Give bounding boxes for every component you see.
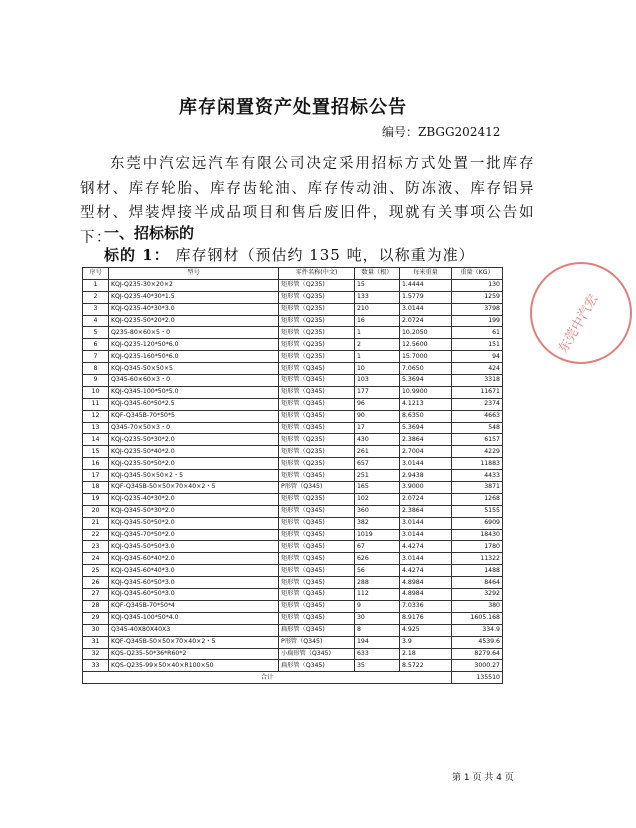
row-unit-weight: 15.7000 — [400, 351, 452, 363]
table-row — [83, 482, 503, 494]
row-index: 10 — [83, 386, 109, 398]
row-quantity: 288 — [355, 577, 400, 589]
row-model: KQJ-Q345-50*50*3.0 — [109, 541, 279, 553]
row-part-name: 矩形管（Q345) — [279, 505, 355, 517]
row-weight: 1605.168 — [452, 612, 503, 624]
row-quantity: 2 — [355, 339, 400, 351]
row-weight: 2374 — [452, 398, 503, 410]
row-model: Q345-40X80X40X3 — [109, 624, 279, 636]
row-part-name: 矩形管（Q345) — [279, 470, 355, 482]
row-weight: 61 — [452, 327, 503, 339]
table-row — [83, 577, 503, 589]
row-unit-weight: 8.5722 — [400, 660, 452, 672]
row-model: KQJ-Q345-70*50*2.0 — [109, 529, 279, 541]
row-weight: 6157 — [452, 434, 503, 446]
inventory-table — [82, 267, 503, 684]
row-part-name: 矩形管（Q345) — [279, 612, 355, 624]
table-row — [83, 303, 503, 315]
row-unit-weight: 5.3694 — [400, 422, 452, 434]
row-weight: 334.9 — [452, 624, 503, 636]
row-unit-weight: 10.2050 — [400, 327, 452, 339]
row-part-name: 矩形管（Q345) — [279, 577, 355, 589]
row-index: 18 — [83, 482, 109, 494]
row-quantity: 1019 — [355, 529, 400, 541]
row-unit-weight: 3.0144 — [400, 517, 452, 529]
row-index: 29 — [83, 612, 109, 624]
row-unit-weight: 4.8984 — [400, 589, 452, 601]
row-index: 33 — [83, 660, 109, 672]
row-index: 30 — [83, 624, 109, 636]
row-quantity: 626 — [355, 553, 400, 565]
seal-text: 东莞中汽宏 — [556, 291, 602, 356]
table-header-row — [83, 268, 503, 280]
document-title: 库存闲置资产处置招标公告 — [179, 97, 407, 118]
row-weight: 18430 — [452, 529, 503, 541]
table-body — [83, 279, 503, 671]
table-row — [83, 398, 503, 410]
row-part-name: 矩形管（Q345) — [279, 386, 355, 398]
row-model: KQJ-Q235-50*50*2.0 — [109, 458, 279, 470]
row-index: 27 — [83, 589, 109, 601]
total-value: 135510 — [452, 672, 503, 684]
row-unit-weight: 3.0144 — [400, 553, 452, 565]
row-quantity: 112 — [355, 589, 400, 601]
table-row — [83, 612, 503, 624]
row-quantity: 8 — [355, 624, 400, 636]
row-weight: 199 — [452, 315, 503, 327]
row-unit-weight: 4.4274 — [400, 565, 452, 577]
row-part-name: 矩形管（Q345) — [279, 600, 355, 612]
table-row — [83, 529, 503, 541]
table-row — [83, 446, 503, 458]
row-quantity: 657 — [355, 458, 400, 470]
row-model: KQF-Q345B-50×50×70×40×2・5 — [109, 482, 279, 494]
row-quantity: 261 — [355, 446, 400, 458]
row-index: 31 — [83, 636, 109, 648]
row-weight: 5155 — [452, 505, 503, 517]
row-index: 6 — [83, 339, 109, 351]
row-weight: 1488 — [452, 565, 503, 577]
table-row — [83, 422, 503, 434]
row-model: KQJ-Q235-40*30*3.0 — [109, 303, 279, 315]
row-index: 24 — [83, 553, 109, 565]
row-unit-weight: 3.0144 — [400, 303, 452, 315]
row-weight: 3798 — [452, 303, 503, 315]
row-weight: 1780 — [452, 541, 503, 553]
row-index: 12 — [83, 410, 109, 422]
row-part-name: 扁形管（Q345) — [279, 660, 355, 672]
row-index: 2 — [83, 291, 109, 303]
row-model: KQJ-Q345-60*50*3.0 — [109, 577, 279, 589]
header-weight: 重量（KG） — [452, 268, 503, 280]
table-row — [83, 291, 503, 303]
row-weight: 94 — [452, 351, 503, 363]
row-quantity: 56 — [355, 565, 400, 577]
row-unit-weight: 3.0144 — [400, 458, 452, 470]
table-row — [83, 660, 503, 672]
row-model: KQJ-Q235-50*30*2.0 — [109, 434, 279, 446]
row-model: KQJ-Q345-50*30*2.0 — [109, 505, 279, 517]
table-row — [83, 279, 503, 291]
row-quantity: 430 — [355, 434, 400, 446]
row-quantity: 90 — [355, 410, 400, 422]
lot-heading — [104, 244, 475, 265]
row-model: KQJ-Q235-40*30*2.0 — [109, 493, 279, 505]
row-quantity: 10 — [355, 363, 400, 375]
row-part-name: 矩形管（Q235) — [279, 339, 355, 351]
row-unit-weight: 4.1213 — [400, 398, 452, 410]
row-quantity: 1 — [355, 327, 400, 339]
row-weight: 1259 — [452, 291, 503, 303]
row-unit-weight: 7.0650 — [400, 363, 452, 375]
row-weight: 4433 — [452, 470, 503, 482]
row-quantity: 17 — [355, 422, 400, 434]
row-unit-weight: 4.925 — [400, 624, 452, 636]
row-index: 28 — [83, 600, 109, 612]
table-row — [83, 624, 503, 636]
row-model: KQJ-Q235-50*20*2.0 — [109, 315, 279, 327]
row-part-name: 矩形管（Q235) — [279, 279, 355, 291]
row-weight: 151 — [452, 339, 503, 351]
row-weight: 6909 — [452, 517, 503, 529]
table-row — [83, 589, 503, 601]
document-number: 编号：ZBGG202412 — [382, 125, 501, 139]
row-part-name: 矩形管（Q345) — [279, 410, 355, 422]
row-model: KQJ-Q235-50*40*2.0 — [109, 446, 279, 458]
intro-paragraph: 东莞中汽宏远汽车有限公司决定采用招标方式处置一批库存钢材、库存轮胎、库存齿轮油、库存传动油、防冻液、库存铝异型材、焊装焊接半成品项目和售后废旧件，现就有关事项公告如下： — [80, 156, 535, 246]
table-row — [83, 553, 503, 565]
row-unit-weight: 4.8984 — [400, 577, 452, 589]
row-index: 21 — [83, 517, 109, 529]
row-part-name: 矩形管（Q345) — [279, 363, 355, 375]
row-quantity: 96 — [355, 398, 400, 410]
row-part-name: 矩形管（Q345) — [279, 541, 355, 553]
table-row — [83, 636, 503, 648]
total-label: 合计 — [83, 672, 452, 684]
row-model: Q235-80×60×5・0 — [109, 327, 279, 339]
row-model: KQJ-Q345-60*50*2.5 — [109, 398, 279, 410]
row-part-name: 矩形管（Q345) — [279, 565, 355, 577]
row-unit-weight: 1.4444 — [400, 279, 452, 291]
row-quantity: 633 — [355, 648, 400, 660]
table-row — [83, 517, 503, 529]
row-part-name: 矩形管（Q345) — [279, 398, 355, 410]
row-model: KQJ-Q235-120*50*6.0 — [109, 339, 279, 351]
row-part-name: 矩形管（Q235) — [279, 446, 355, 458]
row-unit-weight: 2.7004 — [400, 446, 452, 458]
table-row — [83, 375, 503, 387]
row-unit-weight: 7.0336 — [400, 600, 452, 612]
table-row — [83, 434, 503, 446]
row-weight: 8279.64 — [452, 648, 503, 660]
row-index: 14 — [83, 434, 109, 446]
row-weight: 424 — [452, 363, 503, 375]
row-weight: 3871 — [452, 482, 503, 494]
row-model: KQJ-Q345-100*50*5.0 — [109, 386, 279, 398]
row-index: 8 — [83, 363, 109, 375]
row-quantity: 165 — [355, 482, 400, 494]
row-weight: 8464 — [452, 577, 503, 589]
row-index: 15 — [83, 446, 109, 458]
row-part-name: 矩形管（Q345) — [279, 553, 355, 565]
row-model: KQF-Q345B-50×50×70×40×2・5 — [109, 636, 279, 648]
row-part-name: 矩形管（Q235) — [279, 327, 355, 339]
row-index: 23 — [83, 541, 109, 553]
row-unit-weight: 3.9 — [400, 636, 452, 648]
row-model: KQJ-Q345-50*50*2.0 — [109, 517, 279, 529]
row-model: Q345-60×60×3・0 — [109, 375, 279, 387]
row-model: KQS-Q235-50*36*R60*2 — [109, 648, 279, 660]
row-index: 26 — [83, 577, 109, 589]
row-weight: 3292 — [452, 589, 503, 601]
header-part-name: 零件名称(中文) — [279, 268, 355, 280]
row-unit-weight: 4.4274 — [400, 541, 452, 553]
table-row — [83, 410, 503, 422]
row-unit-weight: 8.9176 — [400, 612, 452, 624]
row-weight: 3318 — [452, 375, 503, 387]
row-weight: 548 — [452, 422, 503, 434]
row-unit-weight: 2.3864 — [400, 505, 452, 517]
row-part-name: 小扁形管（Q345) — [279, 648, 355, 660]
table-row — [83, 470, 503, 482]
row-unit-weight: 8.6350 — [400, 410, 452, 422]
row-quantity: 16 — [355, 315, 400, 327]
table-row — [83, 505, 503, 517]
lot-description: 库存钢材（预估约 135 吨，以称重为准） — [175, 246, 475, 264]
row-model: KQF-Q345B-70*50*4 — [109, 600, 279, 612]
section-heading: 一、招标标的 — [104, 224, 195, 242]
row-index: 19 — [83, 493, 109, 505]
header-model: 型号 — [109, 268, 279, 280]
table-row — [83, 541, 503, 553]
row-model: KQJ-Q235-40*30*1.5 — [109, 291, 279, 303]
row-unit-weight: 3.0144 — [400, 529, 452, 541]
header-quantity: 数量（根） — [355, 268, 400, 280]
row-weight: 130 — [452, 279, 503, 291]
row-part-name: 矩形管（Q235) — [279, 303, 355, 315]
row-weight: 11671 — [452, 386, 503, 398]
row-index: 1 — [83, 279, 109, 291]
row-quantity: 9 — [355, 600, 400, 612]
row-unit-weight: 2.18 — [400, 648, 452, 660]
row-part-name: P形管（Q345) — [279, 482, 355, 494]
row-part-name: 扁形管（Q345) — [279, 624, 355, 636]
header-unit-weight: 每米重量 — [400, 268, 452, 280]
row-index: 4 — [83, 315, 109, 327]
row-unit-weight: 2.3864 — [400, 434, 452, 446]
page-footer: 第 1 页 共 4 页 — [452, 773, 514, 783]
row-unit-weight: 12.5600 — [400, 339, 452, 351]
row-index: 20 — [83, 505, 109, 517]
row-quantity: 102 — [355, 493, 400, 505]
row-quantity: 194 — [355, 636, 400, 648]
row-index: 16 — [83, 458, 109, 470]
row-part-name: 矩形管（Q345) — [279, 529, 355, 541]
row-model: KQJ-Q345-60*40*3.0 — [109, 565, 279, 577]
table-row — [83, 458, 503, 470]
table-row — [83, 565, 503, 577]
row-model: KQJ-Q345-60*40*2.0 — [109, 553, 279, 565]
row-weight: 4539.6 — [452, 636, 503, 648]
row-index: 11 — [83, 398, 109, 410]
row-part-name: 矩形管（Q345) — [279, 422, 355, 434]
header-index: 序号 — [83, 268, 109, 280]
row-index: 25 — [83, 565, 109, 577]
table-row — [83, 600, 503, 612]
table-row — [83, 339, 503, 351]
table-row — [83, 493, 503, 505]
row-weight: 11883 — [452, 458, 503, 470]
row-index: 32 — [83, 648, 109, 660]
row-index: 7 — [83, 351, 109, 363]
row-quantity: 360 — [355, 505, 400, 517]
row-weight: 4229 — [452, 446, 503, 458]
row-weight: 1268 — [452, 493, 503, 505]
row-quantity: 251 — [355, 470, 400, 482]
table-row — [83, 386, 503, 398]
row-index: 3 — [83, 303, 109, 315]
row-unit-weight: 10.9900 — [400, 386, 452, 398]
row-part-name: 矩形管（Q235) — [279, 458, 355, 470]
row-quantity: 177 — [355, 386, 400, 398]
row-model: Q345-70×50×3・0 — [109, 422, 279, 434]
row-quantity: 133 — [355, 291, 400, 303]
row-model: KQJ-Q345-100*50*4.0 — [109, 612, 279, 624]
row-quantity: 35 — [355, 660, 400, 672]
row-unit-weight: 2.0724 — [400, 315, 452, 327]
table-row — [83, 648, 503, 660]
table-row — [83, 351, 503, 363]
row-model: KQJ-Q345-50×50×5 — [109, 363, 279, 375]
row-index: 5 — [83, 327, 109, 339]
row-weight: 4663 — [452, 410, 503, 422]
row-index: 9 — [83, 375, 109, 387]
row-part-name: 矩形管（Q345) — [279, 517, 355, 529]
row-quantity: 103 — [355, 375, 400, 387]
row-part-name: 矩形管（Q235) — [279, 434, 355, 446]
row-index: 22 — [83, 529, 109, 541]
row-model: KQJ-Q345-50×50×2・5 — [109, 470, 279, 482]
row-part-name: 矩形管（Q235) — [279, 291, 355, 303]
row-model: KQJ-Q235-30×20×2 — [109, 279, 279, 291]
row-quantity: 210 — [355, 303, 400, 315]
row-weight: 380 — [452, 600, 503, 612]
row-part-name: 矩形管（Q235) — [279, 315, 355, 327]
row-model: KQJ-Q235-160*50*6.0 — [109, 351, 279, 363]
company-seal — [526, 258, 636, 368]
row-quantity: 67 — [355, 541, 400, 553]
row-weight: 3000.27 — [452, 660, 503, 672]
row-model: KQJ-Q345-60*50*3.0 — [109, 589, 279, 601]
table-row — [83, 327, 503, 339]
row-index: 13 — [83, 422, 109, 434]
lot-label: 标的 1： — [104, 246, 170, 264]
row-quantity: 382 — [355, 517, 400, 529]
row-part-name: P形管（Q345) — [279, 636, 355, 648]
row-unit-weight: 5.3694 — [400, 375, 452, 387]
table-row — [83, 315, 503, 327]
row-model: KQF-Q345B-70*50*5 — [109, 410, 279, 422]
row-unit-weight: 3.9000 — [400, 482, 452, 494]
row-weight: 11322 — [452, 553, 503, 565]
row-unit-weight: 1.5779 — [400, 291, 452, 303]
row-model: KQS-Q235-99×50×40×R100×50 — [109, 660, 279, 672]
row-part-name: 矩形管（Q345) — [279, 375, 355, 387]
row-quantity: 15 — [355, 279, 400, 291]
row-part-name: 矩形管（Q235) — [279, 351, 355, 363]
table-row — [83, 363, 503, 375]
row-part-name: 矩形管（Q345) — [279, 589, 355, 601]
row-quantity: 30 — [355, 612, 400, 624]
row-index: 17 — [83, 470, 109, 482]
row-quantity: 1 — [355, 351, 400, 363]
row-part-name: 矩形管（Q235) — [279, 493, 355, 505]
row-unit-weight: 2.9438 — [400, 470, 452, 482]
total-row — [83, 672, 503, 684]
row-unit-weight: 2.0724 — [400, 493, 452, 505]
